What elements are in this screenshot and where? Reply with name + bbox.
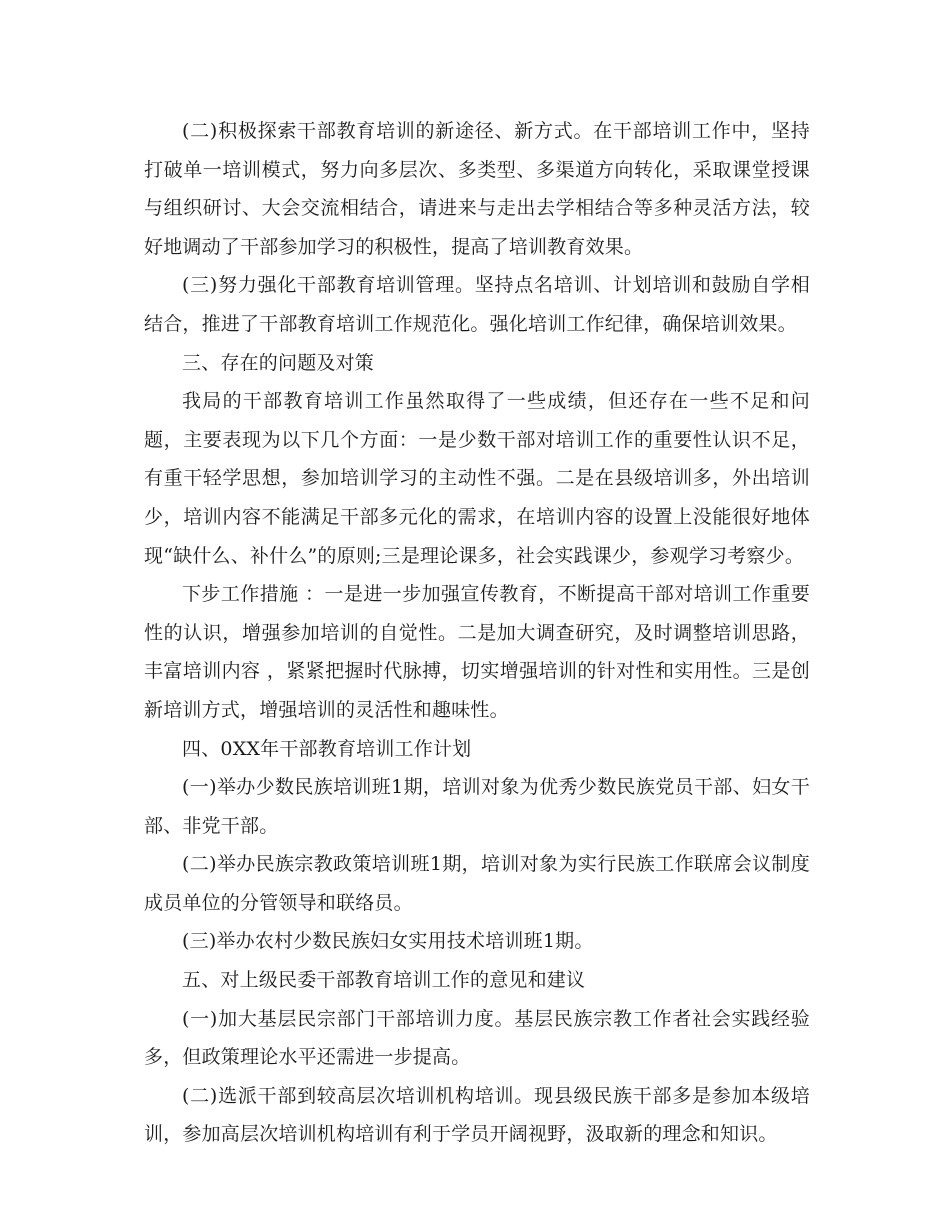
paragraph-plan-item-2: (二)举办民族宗教政策培训班1期，培训对象为实行民族工作联席会议制度成员单位的分管领导和联络员。	[144, 853, 810, 914]
paragraph-problems: 我局的干部教育培训工作虽然取得了一些成绩，但还存在一些不足和问题，主要表现为以下几个方面：一是少数干部对培训工作的重要性认识不足，有重干轻学思想，参加培训学习的主动性不强。二是在县级培训多，外出培训少，培训内容不能满足干部多元化的需求，在培训内容的设置上没能很好地体现“缺什么、补什么”的原则;三是理论课多，社会实践课少，参观学习考察少。	[144, 390, 810, 567]
paragraph-plan-item-1: (一)举办少数民族培训班1期，培训对象为优秀少数民族党员干部、妇女干部、非党干部。	[144, 776, 810, 837]
paragraph-explore-new-methods: (二)积极探索干部教育培训的新途径、新方式。在干部培训工作中，坚持打破单一培训模式，努力向多层次、多类型、多渠道方向转化，采取课堂授课与组织研讨、大会交流相结合，请进来与走出去学相结合等多种灵活方法，较好地调动了干部参加学习的积极性，提高了培训教育效果。	[144, 120, 810, 258]
paragraph-plan-item-3: (三)举办农村少数民族妇女实用技术培训班1期。	[182, 930, 594, 953]
document-body	[144, 112, 810, 1154]
paragraph-next-steps: 下步工作措施 ：一是进一步加强宣传教育，不断提高干部对培训工作重要性的认识，增强参加培训的自觉性。二是加大调查研究，及时调整培训思路，丰富培训内容 ，紧紧把握时代脉搏，切实增强培训的针对性和实用性。三是创新培训方式，增强培训的灵活性和趣味性。	[144, 583, 810, 721]
paragraph-suggestion-2: (二)选派干部到较高层次培训机构培训。现县级民族干部多是参加本级培训，参加高层次培训机构培训有利于学员开阔视野，汲取新的理念和知识。	[144, 1084, 810, 1146]
section-heading-problems: 三、存在的问题及对策	[182, 351, 375, 374]
section-heading-suggestions: 五、对上级民委干部教育培训工作的意见和建议	[182, 969, 586, 992]
paragraph-strengthen-management: (三)努力强化干部教育培训管理。坚持点名培训、计划培训和鼓励自学相结合，推进了干部教育培训工作规范化。强化培训工作纪律，确保培训效果。	[144, 274, 810, 335]
section-heading-plan: 四、0XX年干部教育培训工作计划	[182, 737, 472, 760]
paragraph-suggestion-1: (一)加大基层民宗部门干部培训力度。基层民族宗教工作者社会实践经验多，但政策理论水平还需进一步提高。	[144, 1007, 810, 1069]
